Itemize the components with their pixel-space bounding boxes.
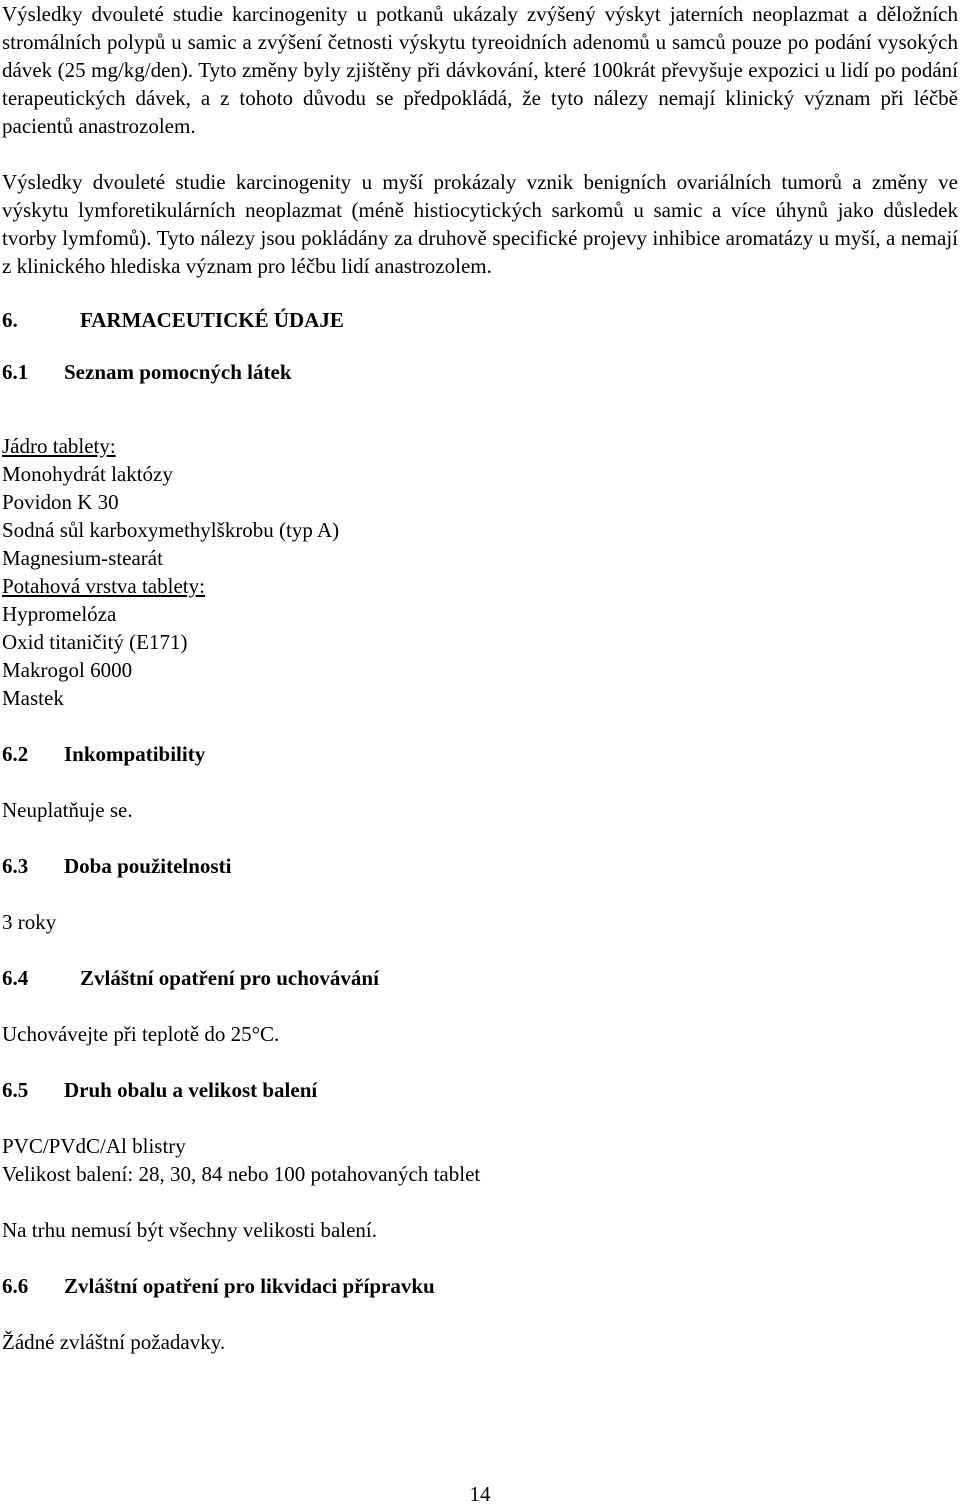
heading-section-6-5 <box>2 1076 958 1104</box>
coating-label: Potahová vrstva tablety: <box>2 574 205 598</box>
heading-section-6-2 <box>2 740 958 768</box>
heading-section-6-3 <box>2 852 958 880</box>
heading-number: 6.5 <box>2 1078 29 1102</box>
document-page <box>2 0 958 1356</box>
heading-title: Seznam pomocných látek <box>64 360 292 384</box>
list-item: Hypromelóza <box>2 602 117 626</box>
paragraph-rat-carcinogenicity: Výsledky dvouleté studie karcinogenity u potkanů ukázaly zvýšený výskyt jaterních neoplazmat a děložních stromálních polypů u samic a zvýšení četnosti výskytu tyreoidních adenomů u samců pouze po podání vysokých dávek (25 mg/kg/den). Tyto změny byly zjištěny při dávkování, které 100krát převyšuje expozici u lidí po podání terapeutických dávek, a z tohoto důvodu se předpokládá, že tyto nálezy nemají klinický význam při léčbě pacientů anastrozolem. <box>2 2 958 138</box>
heading-number: 6.4 <box>2 966 29 990</box>
disposal-text: Žádné zvláštní požadavky. <box>2 1330 226 1354</box>
list-item: Magnesium-stearát <box>2 546 163 570</box>
heading-number: 6.3 <box>2 854 29 878</box>
heading-section-6-1 <box>2 358 958 386</box>
heading-number: 6. <box>2 308 18 332</box>
list-item: Sodná sůl karboxymethylškrobu (typ A) <box>2 518 340 542</box>
core-label: Jádro tablety: <box>2 434 116 458</box>
list-item: Oxid titaničitý (E171) <box>2 630 188 654</box>
paragraph-mouse-carcinogenicity: Výsledky dvouleté studie karcinogenity u myší prokázaly vznik benigních ovariálních tumorů a změny ve výskytu lymforetikulárních neoplazmat (méně histiocytických sarkomů u samic a více úhynů jako důsledek tvorby lymfomů). Tyto nálezy jsou pokládány za druhově specifické projevy inhibice aromatázy u myší, a nemají z klinického hlediska význam pro léčbu lidí anastrozolem. <box>2 170 958 278</box>
excipients-list <box>2 432 958 712</box>
shelf-life-text: 3 roky <box>2 910 57 934</box>
heading-title: Inkompatibility <box>64 742 206 766</box>
incompatibility-text: Neuplatňuje se. <box>2 798 133 822</box>
heading-title: Zvláštní opatření pro uchovávání <box>80 966 379 990</box>
heading-number: 6.1 <box>2 360 29 384</box>
heading-section-6 <box>2 306 958 334</box>
heading-title: Doba použitelnosti <box>64 854 232 878</box>
heading-title: FARMACEUTICKÉ ÚDAJE <box>80 308 344 332</box>
list-item: Makrogol 6000 <box>2 658 133 682</box>
heading-number: 6.2 <box>2 742 29 766</box>
list-item: Monohydrát laktózy <box>2 462 173 486</box>
list-item: Povidon K 30 <box>2 490 119 514</box>
heading-number: 6.6 <box>2 1274 29 1298</box>
page-number: 14 <box>469 1482 491 1506</box>
heading-section-6-4 <box>2 964 958 992</box>
packaging-line: PVC/PVdC/Al blistry <box>2 1134 186 1158</box>
heading-title: Zvláštní opatření pro likvidaci přípravku <box>64 1274 435 1298</box>
pack-size-line: Velikost balení: 28, 30, 84 nebo 100 potahovaných tablet <box>2 1162 481 1186</box>
storage-text: Uchovávejte při teplotě do 25°C. <box>2 1022 280 1046</box>
list-item: Mastek <box>2 686 64 710</box>
heading-title: Druh obalu a velikost balení <box>64 1078 318 1102</box>
market-note: Na trhu nemusí být všechny velikosti balení. <box>2 1218 378 1242</box>
heading-section-6-6 <box>2 1272 958 1300</box>
